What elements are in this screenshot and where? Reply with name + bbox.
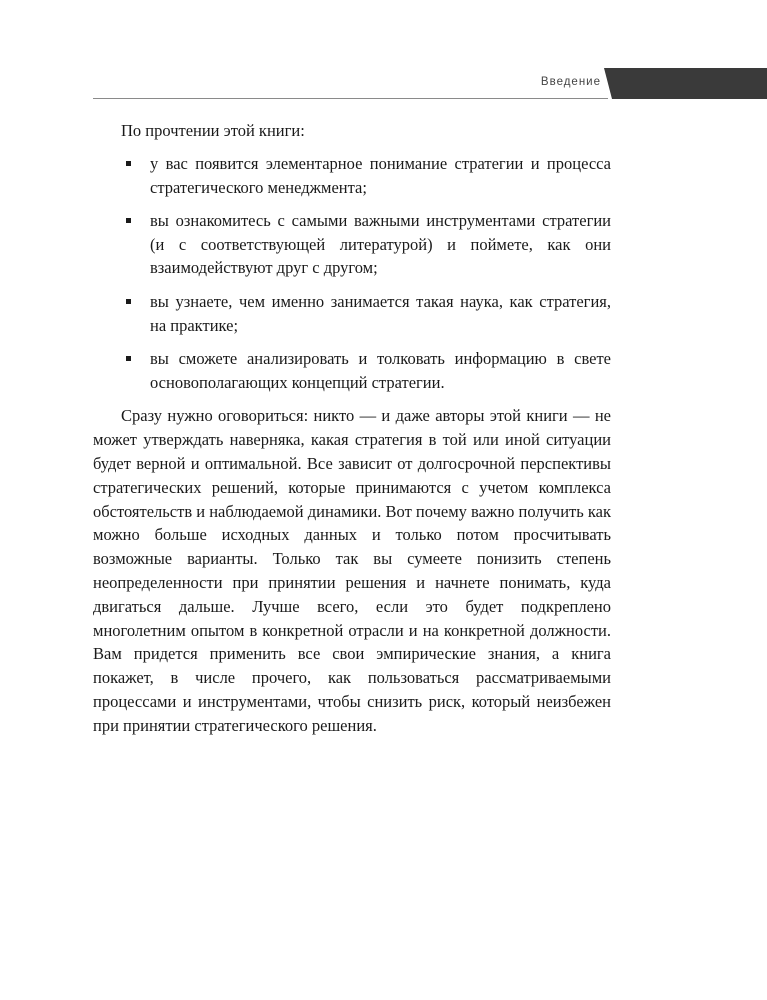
bullet-list <box>93 152 611 395</box>
square-bullet-icon <box>126 299 131 304</box>
running-header <box>0 68 767 100</box>
list-item <box>93 209 611 280</box>
list-item <box>93 347 611 395</box>
page-body <box>93 119 611 738</box>
list-item-text: вы сможете анализировать и толковать информацию в свете основополагающих концепций стратегии. <box>150 348 611 392</box>
body-paragraph: Сразу нужно оговориться: никто — и даже авторы этой книги — не может утверждать наверняка, какая стратегия в той или иной ситуации будет верной и оптимальной. Все зависит от долгосрочной перспективы стратегических решений, которые принимаются с учетом комплекса обстоятельств и наблюдаемой динамики. Вот почему важно получить как можно больше исходных данных и только потом просчитывать возможные варианты. Только так вы сумеете понизить степень неопределенности при принятии решения и начнете понимать, куда двигаться дальше. Лучше всего, если это будет подкреплено многолетним опытом в конкретной отрасли и на конкретной должности. Вам придется применить все свои эмпирические знания, а книга покажет, в числе прочего, как пользоваться рассматриваемыми процессами и инструментами, чтобы снизить риск, который неизбежен при принятии стратегического решения. <box>93 406 611 735</box>
square-bullet-icon <box>126 161 131 166</box>
intro-line: По прочтении этой книги: <box>121 121 305 140</box>
section-tab <box>604 68 767 99</box>
section-title: Введение <box>540 76 601 88</box>
list-item <box>93 290 611 338</box>
list-item <box>93 152 611 200</box>
list-item-text: у вас появится элементарное понимание стратегии и процесса стратегического менеджмента; <box>150 153 611 197</box>
square-bullet-icon <box>126 356 131 361</box>
list-item-text: вы узнаете, чем именно занимается такая наука, как стратегия, на практике; <box>150 291 611 335</box>
header-rule <box>93 98 608 99</box>
list-item-text: вы ознакомитесь с самыми важными инструментами стратегии (и с соответствующей литературой) и поймете, как они взаимодействуют друг с другом; <box>150 210 611 278</box>
square-bullet-icon <box>126 218 131 223</box>
